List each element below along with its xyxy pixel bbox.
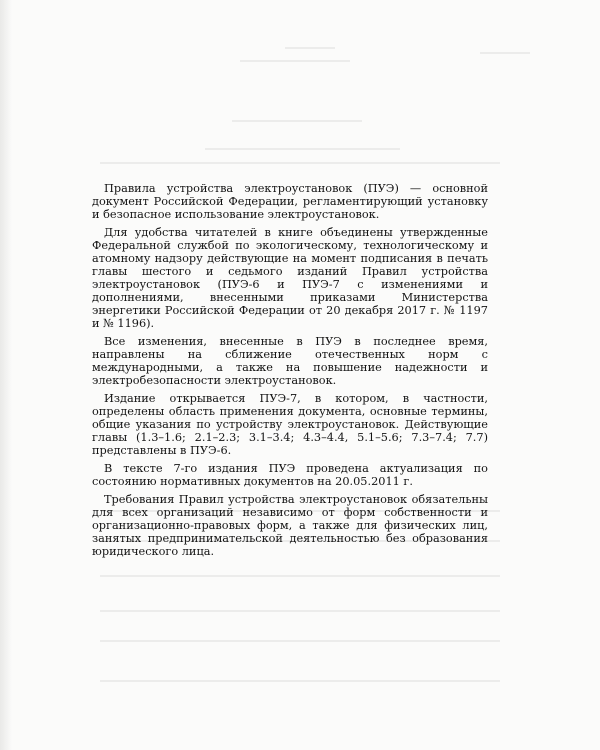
show-through-mark <box>100 640 500 642</box>
show-through-mark <box>100 680 500 682</box>
show-through-mark <box>240 60 350 62</box>
paragraph: В тексте 7-го издания ПУЭ проведена актуализация по состоянию нормативных документов на 20.05.2011 г. <box>92 461 488 488</box>
annotation-text <box>92 182 488 563</box>
show-through-mark <box>100 162 500 164</box>
show-through-mark <box>480 52 530 54</box>
show-through-mark <box>100 610 500 612</box>
page-edge-shadow <box>0 0 12 750</box>
paragraph: Для удобства читателей в книге объединены утвержденные Федеральной службой по экологическому, технологическому и атомному надзору действующие на момент подписания в печать главы шестого и седьмого изданий Правил устройства электроустановок (ПУЭ-6 и ПУЭ-7 с изменениями и дополнениями, внесенными приказами Министерства энергетики Российской Федерации от 20 декабря 2017 г. № 1197 и № 1196). <box>92 225 488 331</box>
paragraph: Требования Правил устройства электроустановок обязательны для всех организаций независимо от форм собственности и организационно-правовых форм, а также для физических лиц, занятых предпринимательской деятельностью без образования юридического лица. <box>92 492 488 558</box>
show-through-mark <box>285 47 335 49</box>
show-through-mark <box>100 575 500 577</box>
paragraph: Все изменения, внесенные в ПУЭ в последнее время, направлены на сближение отечественных норм с международными, а также на повышение надежности и электробезопасности электроустановок. <box>92 335 488 388</box>
paragraph: Издание открывается ПУЭ-7, в котором, в частности, определены область применения документа, основные термины, общие указания по устройству электроустановок. Действующие главы (1.3–1.6; 2.1–2.3; 3.1–3.4; 4.3–4.4, 5.1–5.6; 7.3–7.4; 7.7) представлены в ПУЭ-6. <box>92 391 488 458</box>
show-through-mark <box>205 148 400 150</box>
show-through-mark <box>232 120 362 122</box>
paragraph: Правила устройства электроустановок (ПУЭ) — основной документ Российской Федерации, регламентирующий установку и безопасное использование электроустановок. <box>92 182 488 222</box>
